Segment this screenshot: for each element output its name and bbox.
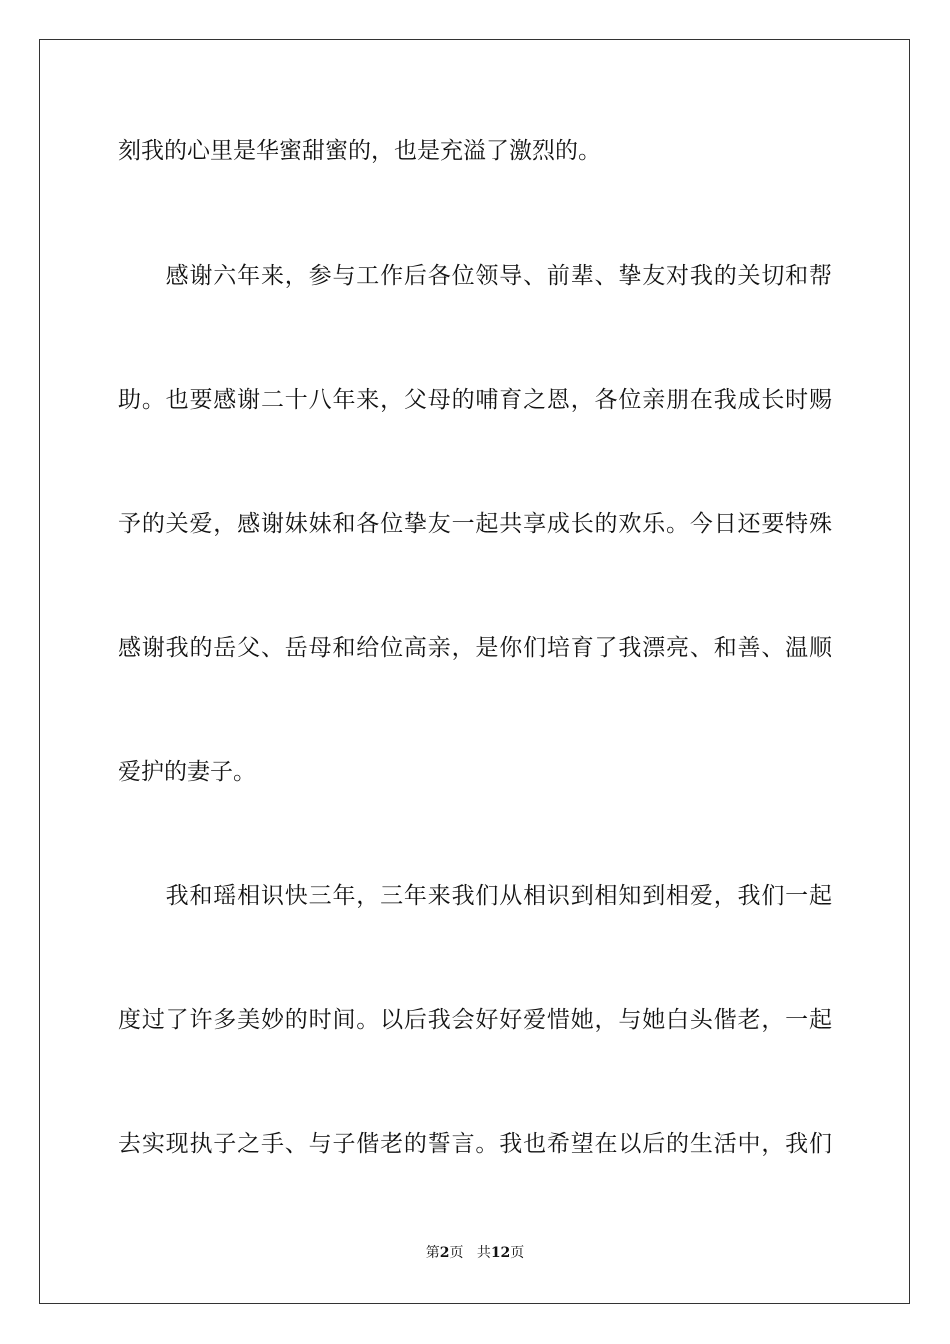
footer-total-number: 12	[490, 1245, 511, 1261]
text-line-3: 助。也要感谢二十八年来，父母的哺育之恩，各位亲朋在我成长时赐	[118, 387, 832, 413]
text-line-5: 感谢我的岳父、岳母和给位高亲，是你们培育了我漂亮、和善、温顺	[118, 635, 832, 661]
footer-total-suffix: 页	[510, 1245, 525, 1261]
footer-total-prefix: 共	[476, 1245, 491, 1261]
page-border	[39, 39, 910, 1304]
footer-page-suffix: 页	[449, 1245, 464, 1261]
text-line-7: 我和瑶相识快三年，三年来我们从相识到相知到相爱，我们一起	[118, 883, 832, 909]
footer-page-number: 2	[439, 1245, 450, 1261]
text-line-9: 去实现执子之手、与子偕老的誓言。我也希望在以后的生活中，我们	[118, 1131, 832, 1157]
page-footer	[0, 1243, 950, 1263]
footer-page-prefix: 第	[425, 1245, 440, 1261]
text-line-8: 度过了许多美妙的时间。以后我会好好爱惜她，与她白头偕老，一起	[118, 1007, 832, 1033]
text-line-4: 予的关爱，感谢妹妹和各位挚友一起共享成长的欢乐。今日还要特殊	[118, 511, 832, 537]
text-line-2: 感谢六年来，参与工作后各位领导、前辈、挚友对我的关切和帮	[118, 263, 832, 289]
text-line-6: 爱护的妻子。	[118, 759, 256, 785]
text-line-1: 刻我的心里是华蜜甜蜜的，也是充溢了激烈的。	[118, 138, 601, 164]
